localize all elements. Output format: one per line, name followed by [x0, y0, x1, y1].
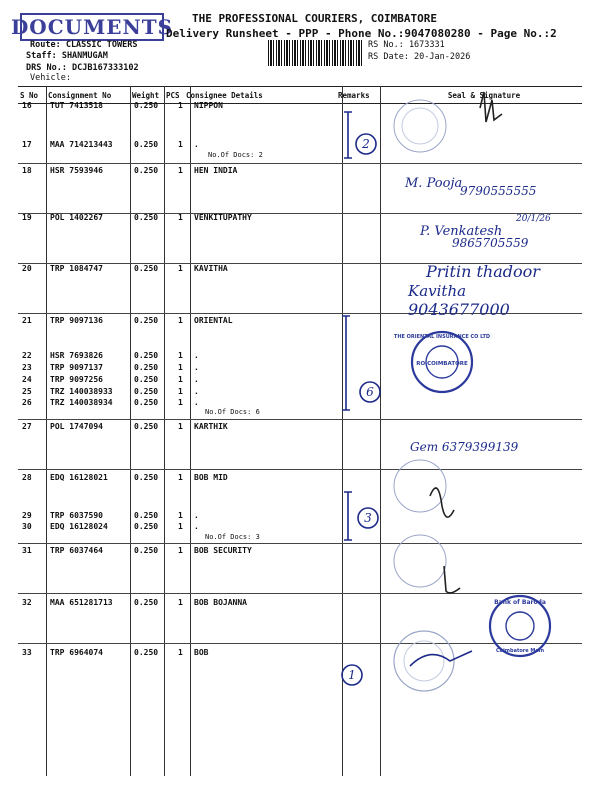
cell-cn: TRZ 140038933 [50, 387, 113, 396]
cell-wt: 0.250 [134, 375, 159, 384]
cell-consignee: BOB SECURITY [194, 546, 252, 555]
cell-pcs: 1 [178, 546, 183, 555]
remarks-count: 6 [366, 385, 374, 399]
cell-sno: 21 [22, 316, 32, 325]
cell-wt: 0.250 [134, 473, 159, 482]
cell-sno: 28 [22, 473, 32, 482]
handwritten-phone: 9043677000 [408, 300, 510, 319]
cell-consignee: NIPPON [194, 101, 223, 110]
cell-consignee: VENKITUPATHY [194, 213, 252, 222]
col-consignee: Consignee Details [184, 87, 336, 104]
cell-pcs: 1 [178, 648, 183, 657]
cell-cn: TRP 6964074 [50, 648, 103, 657]
cell-wt: 0.250 [134, 264, 159, 273]
handwritten-name: P. Venkatesh [420, 224, 503, 239]
cell-pcs: 1 [178, 101, 183, 110]
docs-count: No.Of Docs: 3 [205, 533, 260, 541]
col-remarks: Remarks [336, 87, 386, 104]
cell-pcs: 1 [178, 511, 183, 520]
cell-consignee: . [194, 140, 199, 149]
cell-consignee: . [194, 398, 199, 407]
staff-line: Staff: SHANMUGAM [26, 51, 108, 61]
remarks-bracket [342, 316, 350, 410]
cell-pcs: 1 [178, 422, 183, 431]
cell-pcs: 1 [178, 598, 183, 607]
cell-cn: TRP 9097136 [50, 316, 103, 325]
cell-cn: POL 1402267 [50, 213, 103, 222]
cell-cn: EDQ 16128024 [50, 522, 108, 531]
seal-text: Bank of Baroda [494, 599, 546, 606]
cell-pcs: 1 [178, 387, 183, 396]
cell-wt: 0.250 [134, 166, 159, 175]
cell-pcs: 1 [178, 363, 183, 372]
signature-scribble [444, 566, 460, 593]
cell-pcs: 1 [178, 351, 183, 360]
handwritten-date: 20/1/26 [516, 214, 551, 224]
cell-cn: MAA 651281713 [50, 598, 113, 607]
cell-wt: 0.250 [134, 213, 159, 222]
cell-consignee: . [194, 387, 199, 396]
cell-cn: HSR 7693826 [50, 351, 103, 360]
faint-seal-inner [402, 108, 438, 144]
cell-wt: 0.250 [134, 648, 159, 657]
rs-number: RS No.: 1673331 [368, 40, 445, 50]
cell-cn: EDQ 16128021 [50, 473, 108, 482]
faint-seal [394, 460, 446, 512]
barcode [268, 40, 364, 66]
cell-cn: TRZ 140038934 [50, 398, 113, 407]
seal-text: Coimbatore Main [495, 648, 545, 654]
cell-sno: 26 [22, 398, 32, 407]
cell-consignee: BOB MID [194, 473, 228, 482]
cell-cn: POL 1747094 [50, 422, 103, 431]
handwritten-phone: 9790555555 [460, 184, 537, 198]
cell-consignee: . [194, 511, 199, 520]
cell-cn: TRP 6037590 [50, 511, 103, 520]
cell-sno: 27 [22, 422, 32, 431]
cell-cn: TRP 9097256 [50, 375, 103, 384]
drs-number: DRS No.: DCJB167333102 [26, 63, 139, 73]
cell-sno: 20 [22, 264, 32, 273]
cell-pcs: 1 [178, 398, 183, 407]
cell-pcs: 1 [178, 140, 183, 149]
cell-sno: 18 [22, 166, 32, 175]
cell-pcs: 1 [178, 522, 183, 531]
cell-consignee: BOB [194, 648, 209, 657]
cell-cn: HSR 7593946 [50, 166, 103, 175]
cell-sno: 29 [22, 511, 32, 520]
cell-cn: TUT 7413518 [50, 101, 103, 110]
cell-sno: 32 [22, 598, 32, 607]
remarks-count: 2 [362, 137, 370, 151]
cell-wt: 0.250 [134, 387, 159, 396]
route-line: Route: CLASSIC TOWERS [30, 40, 138, 50]
cell-wt: 0.250 [134, 598, 159, 607]
cell-consignee: KAVITHA [194, 264, 228, 273]
cell-sno: 16 [22, 101, 32, 110]
cell-consignee: KARTHIK [194, 422, 228, 431]
col-pcs: PCS [164, 87, 184, 104]
seal-text: THE ORIENTAL INSURANCE CO LTD [393, 334, 491, 340]
remarks-count: 3 [364, 511, 372, 525]
cell-pcs: 1 [178, 316, 183, 325]
remarks-bracket [344, 112, 352, 158]
cell-sno: 33 [22, 648, 32, 657]
cell-sno: 22 [22, 351, 32, 360]
cell-wt: 0.250 [134, 363, 159, 372]
cell-consignee: . [194, 522, 199, 531]
handwritten-name: Kavitha [408, 282, 467, 300]
handwritten-name: Gem 6379399139 [410, 440, 519, 454]
cell-sno: 24 [22, 375, 32, 384]
cell-wt: 0.250 [134, 351, 159, 360]
cell-sno: 25 [22, 387, 32, 396]
cell-wt: 0.250 [134, 422, 159, 431]
remarks-count: 1 [348, 668, 356, 682]
rs-date: RS Date: 20-Jan-2026 [368, 52, 471, 62]
col-consignment: Consignment No [46, 87, 130, 104]
docs-count: No.Of Docs: 6 [205, 408, 260, 416]
col-sno: S No [18, 87, 46, 104]
handwritten-name: Pritin thadoor [426, 262, 540, 281]
cell-consignee: . [194, 351, 199, 360]
cell-wt: 0.250 [134, 101, 159, 110]
cell-sno: 17 [22, 140, 32, 149]
faint-seal-inner [404, 641, 444, 681]
cell-sno: 30 [22, 522, 32, 531]
cell-wt: 0.250 [134, 316, 159, 325]
cell-wt: 0.250 [134, 140, 159, 149]
cell-pcs: 1 [178, 213, 183, 222]
cell-consignee: . [194, 363, 199, 372]
cell-sno: 19 [22, 213, 32, 222]
col-seal-signature: Seal & Signature [386, 87, 582, 104]
remarks-bracket [344, 492, 352, 540]
cell-wt: 0.250 [134, 546, 159, 555]
cell-pcs: 1 [178, 264, 183, 273]
faint-seal [394, 631, 454, 691]
docs-count: No.Of Docs: 2 [208, 151, 263, 159]
oriental-insurance-seal [394, 332, 490, 392]
cell-wt: 0.250 [134, 398, 159, 407]
cell-cn: TRP 9097137 [50, 363, 103, 372]
faint-seal [394, 535, 446, 587]
cell-consignee: ORIENTAL [194, 316, 233, 325]
cell-pcs: 1 [178, 166, 183, 175]
cell-pcs: 1 [178, 473, 183, 482]
cell-wt: 0.250 [134, 522, 159, 531]
cell-cn: MAA 714213443 [50, 140, 113, 149]
cell-cn: TRP 1084747 [50, 264, 103, 273]
handwritten-phone: 9865705559 [452, 236, 529, 250]
cell-consignee: HEN INDIA [194, 166, 238, 175]
cell-consignee: . [194, 375, 199, 384]
cell-pcs: 1 [178, 375, 183, 384]
bank-seal [490, 596, 550, 656]
cell-consignee: BOB BOJANNA [194, 598, 247, 607]
cell-sno: 31 [22, 546, 32, 555]
signature-scribble [430, 488, 454, 517]
handwritten-name: M. Pooja [405, 176, 463, 191]
runsheet-title: Delivery Runsheet - PPP - Phone No.:9047080280 - Page No.:2 [166, 27, 557, 40]
cell-wt: 0.250 [134, 511, 159, 520]
signature-scribble [410, 651, 472, 666]
company-title: THE PROFESSIONAL COURIERS, COIMBATORE [192, 12, 438, 25]
signature-scribble [480, 92, 502, 122]
col-weight: Weight [130, 87, 164, 104]
seal-text: RO COIMBATORE [416, 361, 468, 367]
vehicle-line: Vehicle: [30, 73, 71, 83]
cell-cn: TRP 6037464 [50, 546, 103, 555]
cell-sno: 23 [22, 363, 32, 372]
documents-stamp: DOCUMENTS [10, 15, 174, 39]
